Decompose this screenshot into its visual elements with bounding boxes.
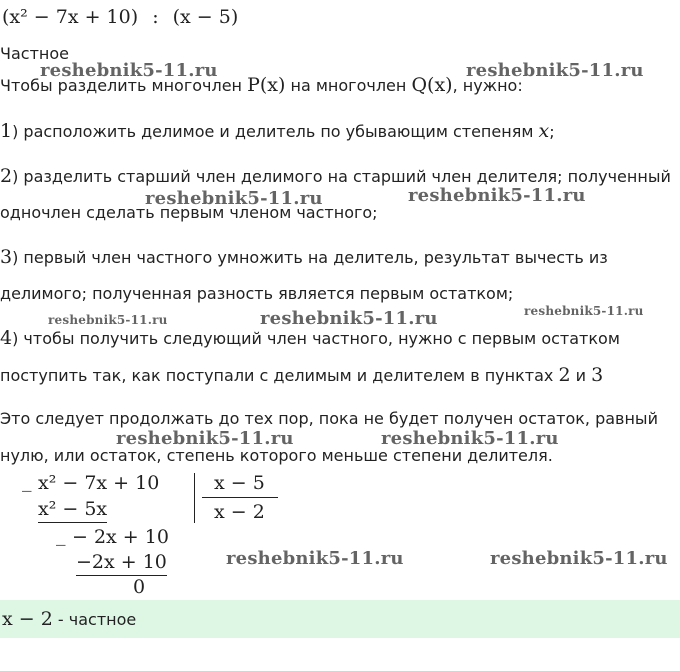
- division-quotient: x − 2: [214, 501, 265, 523]
- section-label: Частное: [0, 44, 69, 63]
- step-4-number: 4: [0, 327, 13, 349]
- step-1-text: ) расположить делимое и делитель по убывающим степеням: [12, 122, 539, 141]
- intro-text-before: Чтобы разделить многочлен: [0, 76, 248, 95]
- step-2-text-1: ) разделить старший член делимого на старший член делителя; полученный: [12, 167, 671, 186]
- division-subtrahend-1: [38, 498, 107, 520]
- step-3-text-1: ) первый член частного умножить на делитель, результат вычесть из: [12, 248, 608, 267]
- division-minus-2: _: [56, 524, 66, 546]
- division-minus-1: _: [22, 470, 32, 492]
- step-4-text-2: поступить так, как поступали с делимым и делителем в пунктах: [0, 366, 559, 385]
- step-4-line-1: [0, 327, 620, 349]
- intro-p: P(x): [247, 74, 286, 96]
- watermark: reshebnik5-11.ru: [524, 304, 644, 318]
- step-3-line-1: [0, 246, 608, 268]
- division-subtrahend-1-text: x² − 5x: [38, 498, 107, 523]
- task-colon: :: [152, 6, 159, 28]
- step-4-ref-2: 2: [558, 364, 571, 386]
- watermark: reshebnik5-11.ru: [48, 313, 168, 327]
- step-2-number: 2: [0, 165, 13, 187]
- division-remainder-1: − 2x + 10: [72, 526, 169, 548]
- division-final-remainder: 0: [133, 576, 146, 598]
- division-subtrahend-2-text: −2x + 10: [76, 551, 167, 576]
- task-expression: [2, 6, 238, 28]
- watermark: reshebnik5-11.ru: [226, 548, 404, 569]
- step-3-number: 3: [0, 246, 13, 268]
- division-divisor: x − 5: [214, 472, 265, 494]
- watermark: reshebnik5-11.ru: [466, 60, 644, 81]
- watermark: reshebnik5-11.ru: [260, 308, 438, 329]
- task-dividend: (x² − 7x + 10): [2, 6, 139, 28]
- step-1-number: 1: [0, 120, 13, 142]
- watermark: reshebnik5-11.ru: [145, 188, 323, 209]
- answer-expression: x − 2: [2, 608, 53, 630]
- watermark: reshebnik5-11.ru: [381, 428, 559, 449]
- intro-text-mid: на многочлен: [285, 76, 412, 95]
- task-divisor: (x − 5): [172, 6, 239, 28]
- answer-line: [2, 608, 136, 630]
- watermark: reshebnik5-11.ru: [408, 185, 586, 206]
- step-4-ref-3: 3: [591, 364, 604, 386]
- division-horizontal-line: [202, 497, 278, 498]
- step-2-line-2: одночлен сделать первым членом частного;: [0, 203, 378, 222]
- answer-box: [0, 600, 680, 638]
- watermark: reshebnik5-11.ru: [490, 548, 668, 569]
- division-vertical-line: [194, 473, 195, 523]
- division-dividend: x² − 7x + 10: [38, 472, 160, 494]
- intro-text-after: , нужно:: [452, 76, 523, 95]
- watermark: reshebnik5-11.ru: [40, 60, 218, 81]
- watermark: reshebnik5-11.ru: [116, 428, 294, 449]
- step-2-line-1: [0, 165, 671, 187]
- conclusion-line-2: нулю, или остаток, степень которого меньше степени делителя.: [0, 446, 553, 465]
- conclusion-line-1: Это следует продолжать до тех пор, пока не будет получен остаток, равный: [0, 409, 658, 428]
- step-3-line-2: делимого; полученная разность является первым остатком;: [0, 284, 514, 303]
- step-4-line-2: [0, 364, 603, 386]
- division-subtrahend-2: [76, 551, 167, 573]
- step-1-tail: ;: [549, 122, 555, 141]
- step-1-var: x: [538, 120, 550, 142]
- step-4-text-1: ) чтобы получить следующий член частного, нужно с первым остатком: [12, 329, 620, 348]
- intro-q: Q(x): [411, 74, 453, 96]
- step-4-and: и: [570, 366, 592, 385]
- answer-label: - частное: [52, 610, 137, 629]
- step-1: [0, 120, 555, 142]
